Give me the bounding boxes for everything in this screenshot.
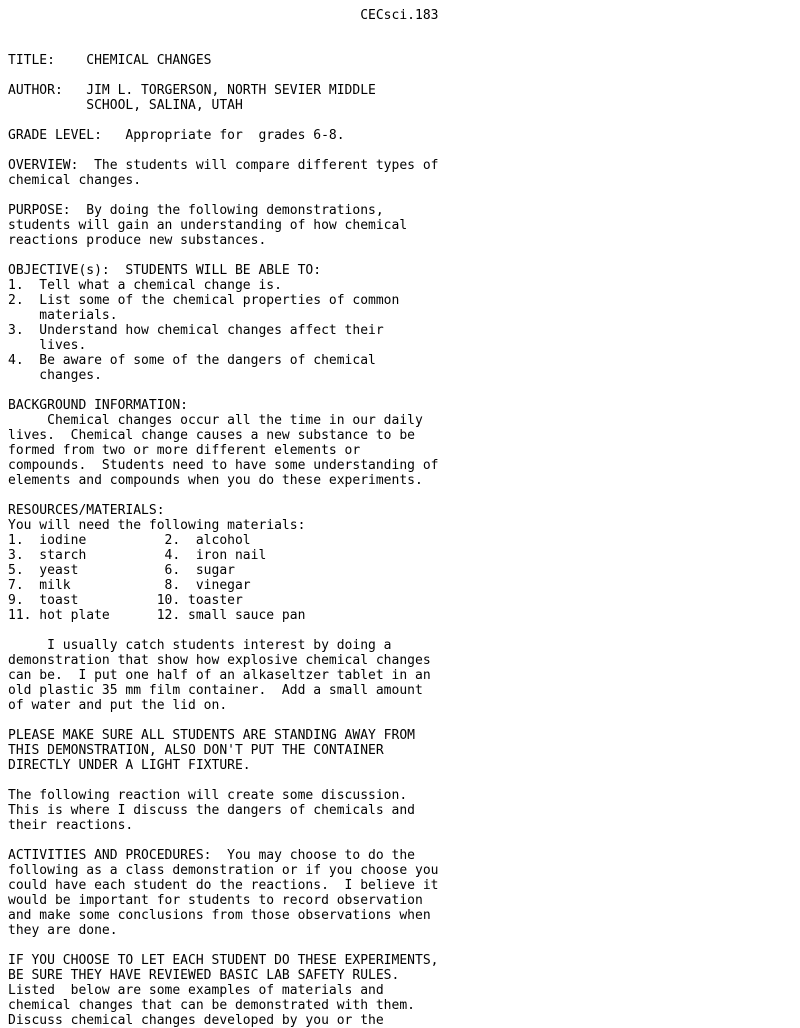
document-line: Discuss chemical changes developed by you or the [8, 1013, 384, 1028]
document-line: 7. milk 8. vinegar [8, 578, 251, 593]
document-line: following as a class demonstration or if you choose you [8, 863, 439, 878]
document-line: old plastic 35 mm film container. Add a small amount [8, 683, 423, 698]
document-line: would be important for students to record observation [8, 893, 423, 908]
document-line: You will need the following materials: [8, 518, 306, 533]
document-line: elements and compounds when you do these experiments. [8, 473, 423, 488]
document-line: 11. hot plate 12. small sauce pan [8, 608, 306, 623]
document-line: students will gain an understanding of how chemical [8, 218, 408, 233]
document-line: changes. [8, 368, 102, 383]
document-line: chemical changes. [8, 173, 142, 188]
document-line: I usually catch students interest by doing a [8, 638, 392, 653]
document-line: BE SURE THEY HAVE REVIEWED BASIC LAB SAFETY RULES. [8, 968, 400, 983]
document-line: PLEASE MAKE SURE ALL STUDENTS ARE STANDING AWAY FROM [8, 728, 415, 743]
document-line: 9. toast 10. toaster [8, 593, 243, 608]
document-line: Chemical changes occur all the time in our daily [8, 413, 423, 428]
document-line: OBJECTIVE(s): STUDENTS WILL BE ABLE TO: [8, 263, 322, 278]
document-line: formed from two or more different elements or [8, 443, 361, 458]
document-line: materials. [8, 308, 118, 323]
document-line: 2. List some of the chemical properties of common [8, 293, 400, 308]
document-line: DIRECTLY UNDER A LIGHT FIXTURE. [8, 758, 251, 773]
document-text [8, 8, 438, 1028]
document-line: their reactions. [8, 818, 134, 833]
document-line: can be. I put one half of an alkaseltzer tablet in an [8, 668, 431, 683]
document-line: could have each student do the reactions. I believe it [8, 878, 439, 893]
document-line: BACKGROUND INFORMATION: [8, 398, 189, 413]
document-line: compounds. Students need to have some understanding of [8, 458, 439, 473]
document-line: THIS DEMONSTRATION, ALSO DON'T PUT THE CONTAINER [8, 743, 384, 758]
document-line: The following reaction will create some discussion. [8, 788, 408, 803]
document-line: 3. Understand how chemical changes affect their [8, 323, 384, 338]
document-line: 1. Tell what a chemical change is. [8, 278, 282, 293]
document-line: of water and put the lid on. [8, 698, 228, 713]
document-line: ACTIVITIES AND PROCEDURES: You may choose to do the [8, 848, 415, 863]
document-line: TITLE: CHEMICAL CHANGES [8, 53, 212, 68]
document-line: reactions produce new substances. [8, 233, 267, 248]
document-line: AUTHOR: JIM L. TORGERSON, NORTH SEVIER MIDDLE [8, 83, 376, 98]
document-line: Listed below are some examples of materials and [8, 983, 384, 998]
document-line: 4. Be aware of some of the dangers of chemical [8, 353, 376, 368]
document-line: IF YOU CHOOSE TO LET EACH STUDENT DO THESE EXPERIMENTS, [8, 953, 439, 968]
document-line: GRADE LEVEL: Appropriate for grades 6-8. [8, 128, 345, 143]
document-line: SCHOOL, SALINA, UTAH [8, 98, 243, 113]
document-line: CECsci.183 [8, 8, 439, 23]
document-line: RESOURCES/MATERIALS: [8, 503, 165, 518]
document-line: demonstration that show how explosive chemical changes [8, 653, 431, 668]
document-line: chemical changes that can be demonstrated with them. [8, 998, 415, 1013]
document-line: 3. starch 4. iron nail [8, 548, 267, 563]
document-line: 5. yeast 6. sugar [8, 563, 235, 578]
document-line: OVERVIEW: The students will compare different types of [8, 158, 439, 173]
document-line: and make some conclusions from those observations when [8, 908, 431, 923]
document-line: PURPOSE: By doing the following demonstrations, [8, 203, 384, 218]
document-line: lives. Chemical change causes a new substance to be [8, 428, 415, 443]
document-line: 1. iodine 2. alcohol [8, 533, 251, 548]
document-line: lives. [8, 338, 87, 353]
document-line: they are done. [8, 923, 118, 938]
document-line: This is where I discuss the dangers of chemicals and [8, 803, 415, 818]
